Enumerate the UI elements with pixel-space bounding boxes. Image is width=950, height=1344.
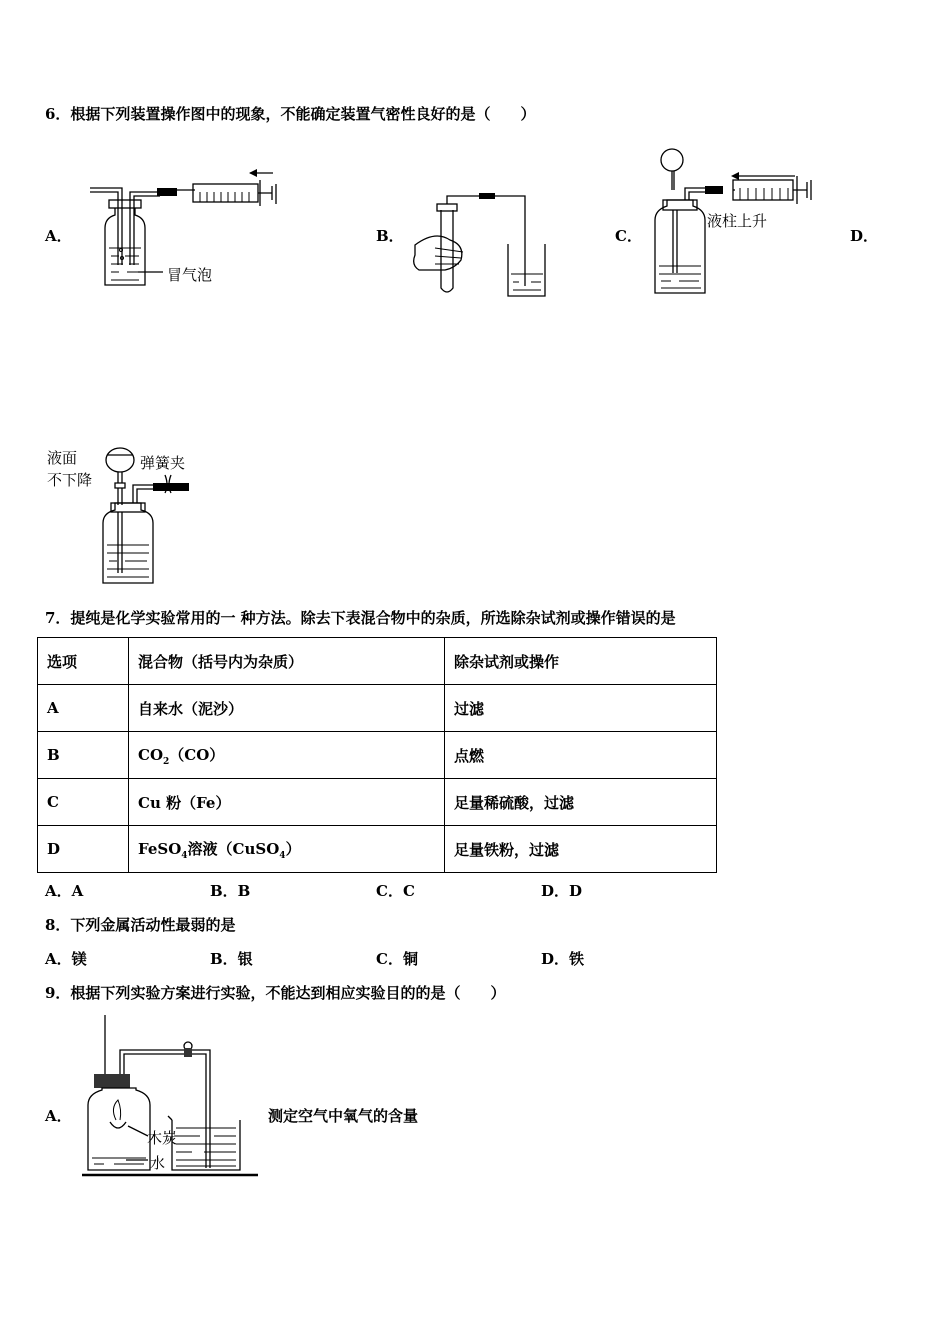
q8-choice-c[interactable]: C．铜 [376, 950, 418, 968]
q7-choice-d[interactable]: D．D [541, 882, 583, 900]
row-d-mixture-sub: 4 [181, 850, 188, 861]
row-a-method: 过滤 [445, 685, 717, 732]
q6-option-b[interactable]: B． [376, 227, 404, 245]
q6-option-a[interactable]: A． [45, 227, 72, 245]
figure-6b-test-tube-beaker [405, 190, 545, 300]
row-d-method: 足量铁粉，过滤 [445, 826, 717, 873]
row-d-mixture [129, 826, 445, 873]
label-spring-clamp: 弹簧夹 [140, 454, 186, 472]
row-d-option: D [38, 826, 129, 873]
row-b-mixture [129, 732, 445, 779]
label-liquid-column: 液柱上升 [707, 212, 768, 230]
label-charcoal: 木炭 [147, 1129, 178, 1147]
table-row [38, 779, 717, 826]
row-a-mixture: 自来水（泥沙） [129, 685, 445, 732]
row-d-mixture-mid: 溶液（CuSO [187, 839, 280, 858]
label-water: 水 [150, 1154, 166, 1172]
question-8: 8．下列金属活动性最弱的是 [45, 916, 236, 934]
row-b-mixture-pre: CO [138, 745, 164, 764]
row-c-method: 足量稀硫酸，过滤 [445, 779, 717, 826]
row-a-option: A [38, 685, 129, 732]
q8-choice-b[interactable]: B．银 [210, 950, 253, 968]
q9-option-a[interactable]: A． [45, 1107, 72, 1125]
q8-choice-a[interactable]: A．镁 [45, 950, 87, 968]
q7-choice-b[interactable]: B．B [210, 882, 251, 900]
row-b-mixture-post: （CO） [169, 745, 225, 764]
row-b-method: 点燃 [445, 732, 717, 779]
table-header-row [38, 638, 717, 685]
label-liquid-level-2: 不下降 [47, 471, 93, 489]
q6-option-d[interactable]: D． [850, 227, 879, 245]
label-liquid-level-1: 液面 [47, 449, 78, 467]
header-mixture: 混合物（括号内为杂质） [129, 638, 445, 685]
q8-choice-d[interactable]: D．铁 [541, 950, 585, 968]
row-c-mixture: Cu 粉（Fe） [129, 779, 445, 826]
row-d-mixture-pre: FeSO [138, 839, 182, 858]
q7-choice-c[interactable]: C．C [376, 882, 415, 900]
q9-option-a-text: 测定空气中氧气的含量 [268, 1107, 419, 1125]
table-row [38, 826, 717, 873]
question-9: 9．根据下列实验方案进行实验，不能达到相应实验目的的是（ ） [45, 984, 506, 1002]
table-row [38, 685, 717, 732]
q6-option-c[interactable]: C． [615, 227, 642, 245]
row-b-option: B [38, 732, 129, 779]
question-7: 7．提纯是化学实验常用的一 种方法。除去下表混合物中的杂质，所选除杂试剂或操作错误的是 [45, 609, 676, 627]
header-method: 除杂试剂或操作 [445, 638, 717, 685]
row-c-option: C [38, 779, 129, 826]
purification-table [37, 637, 717, 873]
label-bubbles: 冒气泡 [167, 266, 213, 284]
row-d-mixture-sub2: 4 [279, 850, 286, 861]
table-row [38, 732, 717, 779]
figure-9a-oxygen-apparatus [80, 1010, 265, 1180]
question-6: 6．根据下列装置操作图中的现象，不能确定装置气密性良好的是（ ） [45, 105, 536, 123]
row-d-mixture-post: ） [285, 839, 301, 858]
header-option: 选项 [38, 638, 129, 685]
row-b-mixture-sub: 2 [163, 756, 170, 767]
q7-choice-a[interactable]: A．A [45, 882, 84, 900]
